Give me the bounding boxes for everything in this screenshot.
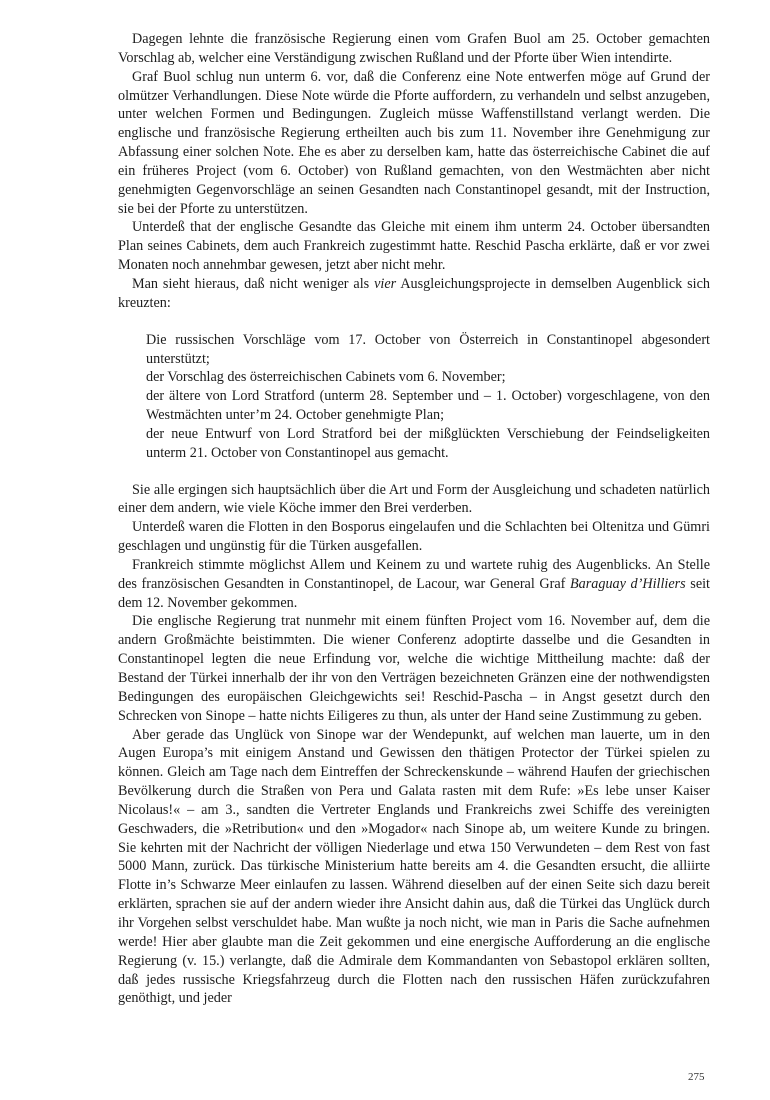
- paragraph-english-envoy: Unterdeß that der englische Gesandte das Gleiche mit einem ihm unterm 24. October übersandten Plan seines Cabinets, dem auch Frankreich zugestimmt hatte. Reschid Pascha erklärte, daß er vor zwei Monaten noch annehmbar gewesen, jetzt aber nicht mehr.: [118, 219, 710, 274]
- paragraph-cooks: Sie alle ergingen sich hauptsächlich über die Art und Form der Ausgleichung und schadeten natürlich einer dem andern, wie viele Köche immer den Brei verderben.: [118, 481, 710, 517]
- paragraph-fifth-project: Die englische Regierung trat nunmehr mit einem fünften Project vom 16. November auf, dem die andern Großmächte beistimmten. Die wiener Conferenz adoptirte dasselbe und die Gesandten in Constantinopel legten die neue Erfindung vor, welche die wichtige Mittheilung machte: daß der Bestand der Türkei innerhalb der ihr von den Verträgen bezeichneten Gränzen eine der nothwendigsten Bedingungen des europäischen Gleichgewichts sei! Reschid-Pascha – in Angst gesetzt durch den Schrecken von Sinope – hatte nichts Eiligeres zu thun, als unter der Hand seine Zustimmung zu geben.: [118, 613, 710, 724]
- paragraph-bosporus: Unterdeß waren die Flotten in den Bosporus eingelaufen und die Schlachten bei Oltenitza und Gümri geschlagen und ungünstig für die Türken ausgefallen.: [118, 519, 710, 555]
- list-item: Die russischen Vorschläge vom 17. October von Österreich in Constantinopel abgesondert unterstützt;: [146, 331, 710, 367]
- paragraph-france: [118, 556, 710, 613]
- emphasis-baraguay: Baraguay d’Hilliers: [569, 575, 686, 592]
- text-run: seit dem 12. November gekommen.: [118, 575, 711, 611]
- book-page: [118, 30, 710, 1008]
- list-item: der ältere von Lord Stratford (unterm 28. September und – 1. October) vorgeschlagene, von den Westmächten unter’m 24. October genehmigte Plan;: [146, 388, 710, 424]
- emphasis-vier: vier: [374, 275, 397, 292]
- text-run: Frankreich stimmte möglichst Allem und Keinem zu und wartete ruhig des Augenblicks. An Stelle des französischen Gesandten in Constantinopel, de Lacour, war General Graf: [118, 556, 710, 592]
- paragraph-olmuetz-note: Graf Buol schlug nun unterm 6. vor, daß die Conferenz eine Note entwerfen möge auf Grund der olmützer Verhandlungen. Diese Note würde die Pforte auffordern, zu verhandeln und selbst anzugeben, unter welchen Formen und Bedingungen. Zugleich müsse Waffenstillstand verlangt werden. Die englische und französische Regierung ertheilten auch bis zum 11. November ihre Genehmigung zur Abfassung einer solchen Note. Ehe es aber zu derselben kam, hatte das österreichische Cabinet die auf ein früheres Project (vom 6. October) von Rußland gemachten, von den Westmächten aber nicht genehmigten Gegenvorschläge an seinen Gesandten nach Constantinopel gesandt, mit der Instruction, sie bei der Pforte zu unterstützen.: [118, 68, 710, 217]
- text-run: Ausgleichungsprojecte in demselben Augenblick sich kreuzten:: [118, 275, 711, 311]
- paragraph-sinope: Aber gerade das Unglück von Sinope war der Wendepunkt, auf welchen man lauerte, um in den Augen Europa’s mit einigem Anstand und Gewissen den thätigen Protector der Türkei spielen zu können. Gleich am Tage nach dem Eintreffen der Schreckenskunde – während Haufen der griechischen Bevölkerung durch die Straßen von Pera und Galata rasten mit dem Rufe: »Es lebe unser Kaiser Nicolaus!« – am 3., sandten die Vertreter Englands und Frankreichs zwei Schiffe des vereinigten Geschwaders, die »Retribution« und den »Mogador« nach Sinope ab, um weitere Kunde zu bringen. Sie kehrten mit der Nachricht der völligen Niederlage und etwa 150 Verwundeten – dem Rest von fast 5000 Mann, zurück. Das türkische Ministerium hatte bereits am 4. die Gesandten ersucht, die alliirte Flotte in’s Schwarze Meer einlaufen zu lassen. Während dieselben auf der einen Seite sich dazu bereit erklärten, sprachen sie auf der andern wieder ihre Ansicht dahin aus, daß die Türkei das Unglück durch ihr Vorgehen selbst verschuldet habe. Man wußte ja noch nicht, wie man in Paris die Sache aufnehmen werde! Hier aber glaubte man die Zeit gekommen und eine energische Aufforderung an die englische Regierung (v. 15.) verlangte, daß die Admirale dem Kommandanten von Sebastopol erklären sollten, daß jedes russische Kriegsfahrzeug durch die Flotten nach den russischen Häfen zurückzufahren genöthigt, und jeder: [118, 726, 710, 1007]
- paragraph-buol-proposal: Dagegen lehnte die französische Regierung einen vom Grafen Buol am 25. October gemachten Vorschlag ab, welcher eine Verständigung zwischen Rußland und der Pforte über Wien intendirte.: [118, 31, 710, 66]
- page-number: 275: [688, 1071, 705, 1083]
- list-item: der Vorschlag des österreichischen Cabinets vom 6. November;: [146, 369, 506, 386]
- list-item: der neue Entwurf von Lord Stratford bei der mißglückten Verschiebung der Feindseligkeiten unterm 21. October von Constantinopel aus gemacht.: [146, 425, 710, 461]
- text-run: Man sieht hieraus, daß nicht weniger als: [132, 275, 375, 292]
- project-list: [118, 331, 710, 463]
- paragraph-four-projects: [118, 275, 710, 313]
